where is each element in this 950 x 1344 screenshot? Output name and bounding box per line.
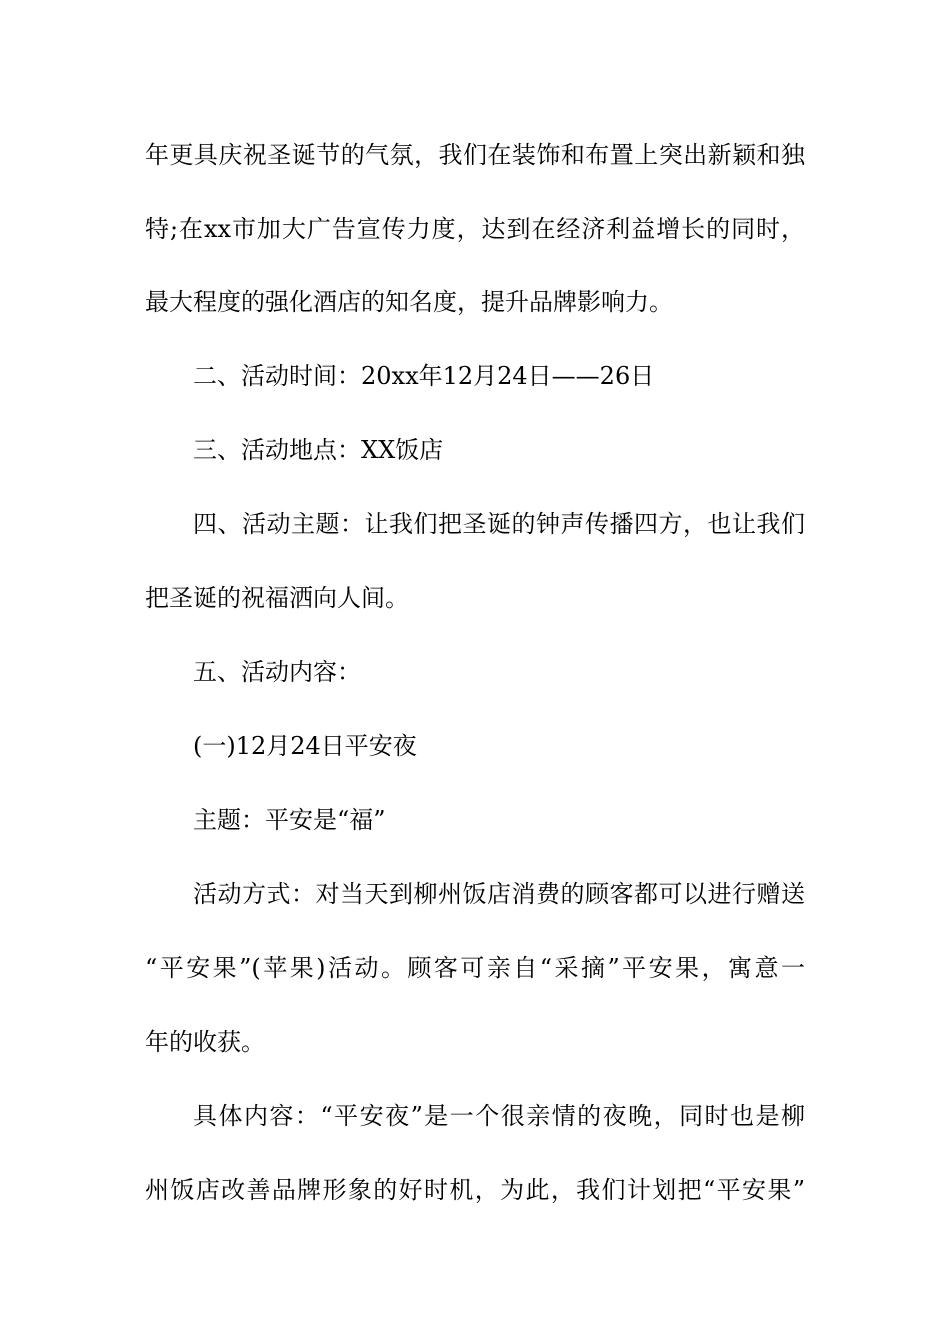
body-text-line: 特;在xx市加大广告宣传力度，达到在经济利益增长的同时， — [145, 215, 805, 243]
body-text-line: 年的收获。 — [145, 1028, 265, 1056]
body-text-line: 活动方式：对当天到柳州饭店消费的顾客都可以进行赠送 — [193, 880, 805, 908]
subsection-heading: (一)12月24日平安夜 — [193, 732, 417, 760]
body-text-line: “平安果”(苹果)活动。顾客可亲自“采摘”平安果，寓意一 — [145, 954, 805, 982]
body-text-line: 把圣诞的祝福洒向人间。 — [145, 584, 409, 612]
body-text-line: 最大程度的强化酒店的知名度，提升品牌影响力。 — [145, 288, 673, 316]
section-heading-theme: 四、活动主题：让我们把圣诞的钟声传播四方，也让我们 — [193, 510, 805, 538]
body-text-line: 具体内容：“平安夜”是一个很亲情的夜晚，同时也是柳 — [193, 1102, 805, 1130]
subsection-theme: 主题：平安是“福” — [193, 806, 386, 834]
section-heading-location: 三、活动地点：XX饭店 — [193, 436, 444, 464]
section-heading-time: 二、活动时间：20xx年12月24日——26日 — [193, 362, 655, 390]
body-text-line: 年更具庆祝圣诞节的气氛，我们在装饰和布置上突出新颖和独 — [145, 141, 805, 169]
body-text-line: 州饭店改善品牌形象的好时机，为此，我们计划把“平安果” — [145, 1176, 805, 1204]
section-heading-content: 五、活动内容： — [193, 658, 361, 686]
